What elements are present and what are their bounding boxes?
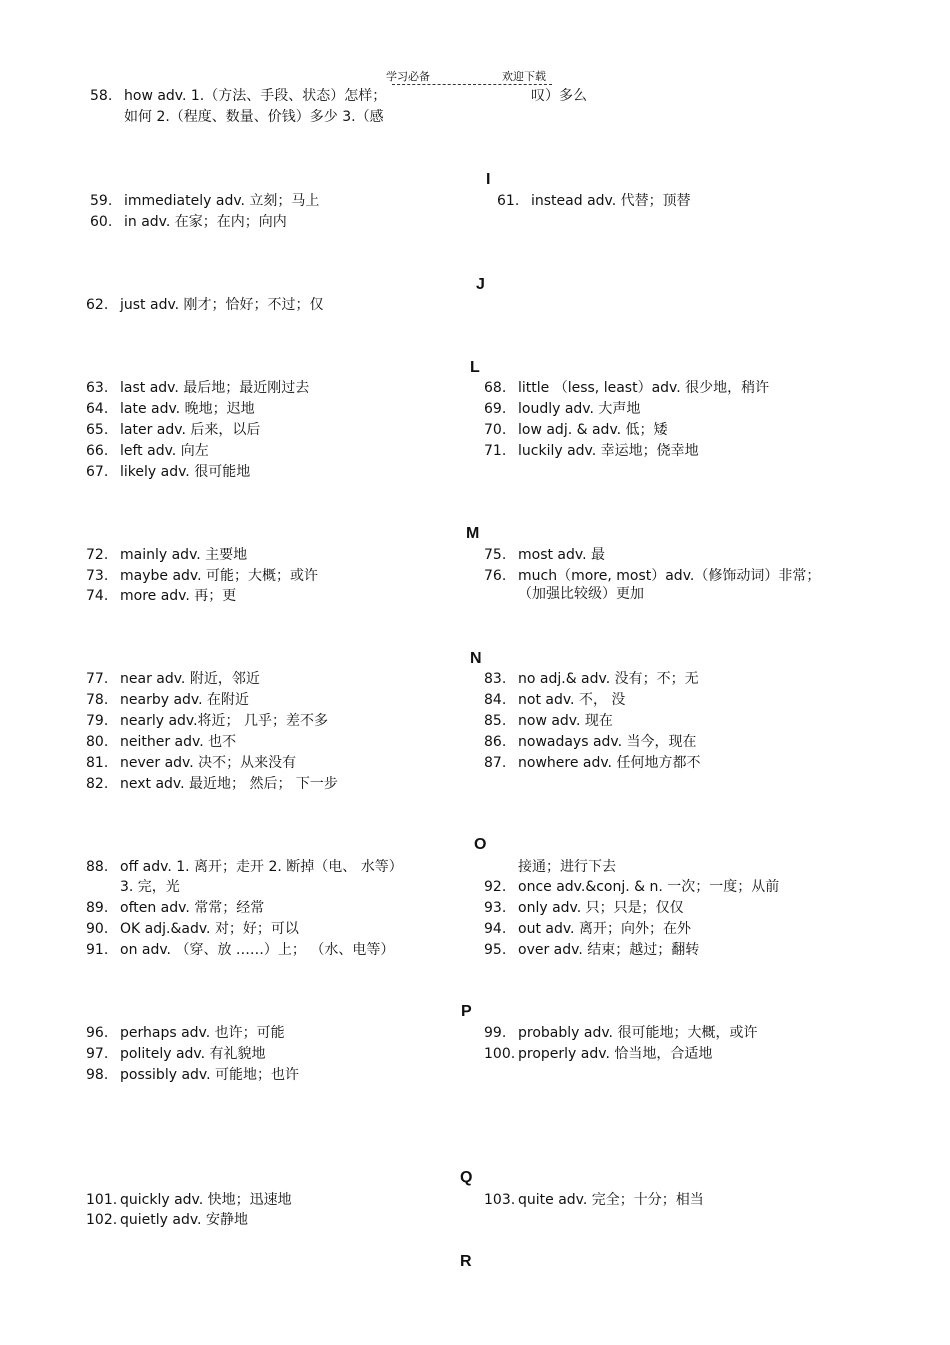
entry-text: how adv. 1.（方法、手段、状态）怎样； — [124, 88, 387, 104]
entry-96 — [86, 1023, 285, 1043]
entry-84 — [484, 690, 625, 710]
entry-text: low adj. & adv. 低；矮 — [518, 422, 668, 438]
header-divider — [392, 84, 552, 85]
entry-number: 71. — [484, 443, 507, 459]
entry-number: 75. — [484, 547, 507, 563]
entry-103 — [484, 1190, 704, 1210]
header-left: 学习必备 — [386, 70, 430, 83]
entry-94 — [484, 919, 691, 939]
entry-text: nowhere adv. 任何地方都不 — [518, 755, 701, 771]
entry-66 — [86, 441, 209, 461]
entry-text: OK adj.&adv. 对；好；可以 — [120, 921, 299, 937]
entry-89 — [86, 898, 264, 918]
entry-text: instead adv. 代替；顶替 — [531, 193, 691, 209]
entry-text: out adv. 离开；向外；在外 — [518, 921, 691, 937]
entry-93 — [484, 898, 684, 918]
entry-number: 63. — [86, 380, 109, 396]
entry-number: 64. — [86, 401, 109, 417]
entry-81 — [86, 753, 296, 773]
entry-text: loudly adv. 大声地 — [518, 401, 641, 417]
entry-71 — [484, 441, 699, 461]
entry-number: 73. — [86, 568, 109, 584]
entry-text: no adj.& adv. 没有；不；无 — [518, 671, 699, 687]
entry-number: 69. — [484, 401, 507, 417]
entry-77 — [86, 669, 260, 689]
entry-number: 97. — [86, 1046, 109, 1062]
entry-76-continuation: （加强比较级）更加 — [518, 586, 644, 602]
entry-101 — [86, 1190, 292, 1210]
entry-text: once adv.&conj. & n. 一次；一度；从前 — [518, 879, 780, 895]
entry-87 — [484, 753, 700, 773]
entry-59 — [90, 191, 319, 211]
entry-number: 90. — [86, 921, 109, 937]
entry-number: 82. — [86, 776, 109, 792]
entry-58-continuation-right: 叹）多么 — [531, 88, 587, 104]
entry-69 — [484, 399, 640, 419]
entry-text: only adv. 只；只是；仅仅 — [518, 900, 684, 916]
entry-number: 93. — [484, 900, 507, 916]
entry-text: quickly adv. 快地；迅速地 — [120, 1192, 292, 1208]
entry-88-continuation-right: 接通；进行下去 — [518, 859, 616, 875]
entry-number: 79. — [86, 713, 109, 729]
entry-number: 95. — [484, 942, 507, 958]
entry-number: 80. — [86, 734, 109, 750]
entry-102 — [86, 1210, 248, 1230]
entry-number: 102. — [86, 1212, 118, 1228]
entry-58-continuation: 如何 2.（程度、数量、价钱）多少 3.（感 — [124, 109, 384, 125]
entry-78 — [86, 690, 249, 710]
entry-62 — [86, 295, 324, 315]
entry-text: likely adv. 很可能地 — [120, 464, 251, 480]
entry-73 — [86, 566, 318, 586]
entry-text: often adv. 常常；经常 — [120, 900, 265, 916]
entry-number: 77. — [86, 671, 109, 687]
entry-text: luckily adv. 幸运地；侥幸地 — [518, 443, 699, 459]
entry-63 — [86, 378, 309, 398]
entry-98 — [86, 1065, 299, 1085]
entry-text: most adv. 最 — [518, 547, 606, 563]
letter-r: R — [460, 1253, 472, 1270]
entry-number: 65. — [86, 422, 109, 438]
entry-text: probably adv. 很可能地；大概，或许 — [518, 1025, 758, 1041]
entry-number: 74. — [86, 588, 109, 604]
entry-68 — [484, 378, 769, 398]
entry-number: 58. — [90, 88, 113, 104]
entry-number: 94. — [484, 921, 507, 937]
entry-79 — [86, 711, 328, 731]
entry-text: politely adv. 有礼貌地 — [120, 1046, 266, 1062]
entry-number: 84. — [484, 692, 507, 708]
entry-text: in adv. 在家；在内；向内 — [124, 214, 287, 230]
entry-text: quietly adv. 安静地 — [120, 1212, 248, 1228]
entry-number: 81. — [86, 755, 109, 771]
entry-text: never adv. 决不；从来没有 — [120, 755, 297, 771]
entry-text: immediately adv. 立刻；马上 — [124, 193, 320, 209]
entry-number: 98. — [86, 1067, 109, 1083]
entry-92 — [484, 877, 779, 897]
letter-n: N — [470, 650, 482, 667]
entry-number: 100. — [484, 1046, 516, 1062]
header-right: 欢迎下载 — [502, 70, 546, 83]
entry-82 — [86, 774, 338, 794]
entry-58 — [90, 86, 386, 106]
entry-number: 60. — [90, 214, 113, 230]
entry-text: last adv. 最后地；最近刚过去 — [120, 380, 310, 396]
entry-text: left adv. 向左 — [120, 443, 209, 459]
entry-text: nearby adv. 在附近 — [120, 692, 250, 708]
entry-67 — [86, 462, 250, 482]
entry-text: quite adv. 完全；十分；相当 — [518, 1192, 704, 1208]
letter-l: L — [470, 359, 480, 376]
entry-86 — [484, 732, 697, 752]
entry-text: much（more, most）adv.（修饰动词）非常； — [518, 568, 821, 584]
entry-80 — [86, 732, 236, 752]
entry-number: 89. — [86, 900, 109, 916]
entry-76 — [484, 566, 820, 586]
entry-text: more adv. 再；更 — [120, 588, 237, 604]
entry-number: 101. — [86, 1192, 118, 1208]
entry-text: over adv. 结束；越过；翻转 — [518, 942, 700, 958]
entry-text: nowadays adv. 当今，现在 — [518, 734, 697, 750]
entry-number: 66. — [86, 443, 109, 459]
entry-61 — [497, 191, 691, 211]
entry-number: 78. — [86, 692, 109, 708]
entry-text: next adv. 最近地； 然后； 下一步 — [120, 776, 338, 792]
entry-97 — [86, 1044, 266, 1064]
entry-95 — [484, 940, 699, 960]
letter-o: O — [474, 836, 487, 853]
entry-72 — [86, 545, 247, 565]
entry-text: perhaps adv. 也许；可能 — [120, 1025, 285, 1041]
entry-text: late adv. 晚地；迟地 — [120, 401, 255, 417]
entry-text: not adv. 不， 没 — [518, 692, 626, 708]
entry-number: 99. — [484, 1025, 507, 1041]
entry-83 — [484, 669, 699, 689]
entry-number: 59. — [90, 193, 113, 209]
entry-text: nearly adv.将近； 几乎；差不多 — [120, 713, 329, 729]
entry-text: mainly adv. 主要地 — [120, 547, 248, 563]
entry-85 — [484, 711, 613, 731]
entry-text: possibly adv. 可能地；也许 — [120, 1067, 300, 1083]
entry-64 — [86, 399, 255, 419]
entry-text: little （less, least）adv. 很少地，稍许 — [518, 380, 770, 396]
entry-91 — [86, 940, 394, 960]
entry-65 — [86, 420, 260, 440]
letter-i: I — [486, 171, 491, 188]
entry-number: 68. — [484, 380, 507, 396]
entry-text: now adv. 现在 — [518, 713, 613, 729]
entry-number: 88. — [86, 859, 109, 875]
letter-m: M — [466, 525, 480, 542]
entry-text: off adv. 1. 离开；走开 2. 断掉（电、 水等） — [120, 859, 403, 875]
entry-number: 61. — [497, 193, 520, 209]
entry-70 — [484, 420, 668, 440]
entry-number: 62. — [86, 297, 109, 313]
entry-number: 92. — [484, 879, 507, 895]
entry-number: 96. — [86, 1025, 109, 1041]
entry-99 — [484, 1023, 757, 1043]
entry-75 — [484, 545, 605, 565]
entry-number: 91. — [86, 942, 109, 958]
entry-number: 85. — [484, 713, 507, 729]
entry-74 — [86, 586, 236, 606]
entry-60 — [90, 212, 287, 232]
entry-number: 83. — [484, 671, 507, 687]
entry-90 — [86, 919, 299, 939]
entry-number: 76. — [484, 568, 507, 584]
entry-88-continuation: 3. 完，光 — [120, 879, 180, 895]
entry-88 — [86, 857, 403, 877]
entry-number: 70. — [484, 422, 507, 438]
entry-number: 67. — [86, 464, 109, 480]
entry-number: 86. — [484, 734, 507, 750]
entry-text: later adv. 后来，以后 — [120, 422, 261, 438]
letter-j: J — [476, 276, 485, 293]
entry-number: 103. — [484, 1192, 516, 1208]
entry-text: properly adv. 恰当地，合适地 — [518, 1046, 713, 1062]
entry-number: 87. — [484, 755, 507, 771]
entry-100 — [484, 1044, 712, 1064]
entry-text: near adv. 附近，邻近 — [120, 671, 260, 687]
entry-text: maybe adv. 可能；大概；或许 — [120, 568, 319, 584]
letter-p: P — [461, 1003, 472, 1020]
entry-text: neither adv. 也不 — [120, 734, 237, 750]
letter-q: Q — [460, 1169, 473, 1186]
entry-text: just adv. 刚才；恰好；不过；仅 — [120, 297, 324, 313]
entry-text: on adv. （穿、放 ……）上； （水、电等） — [120, 942, 395, 958]
entry-number: 72. — [86, 547, 109, 563]
